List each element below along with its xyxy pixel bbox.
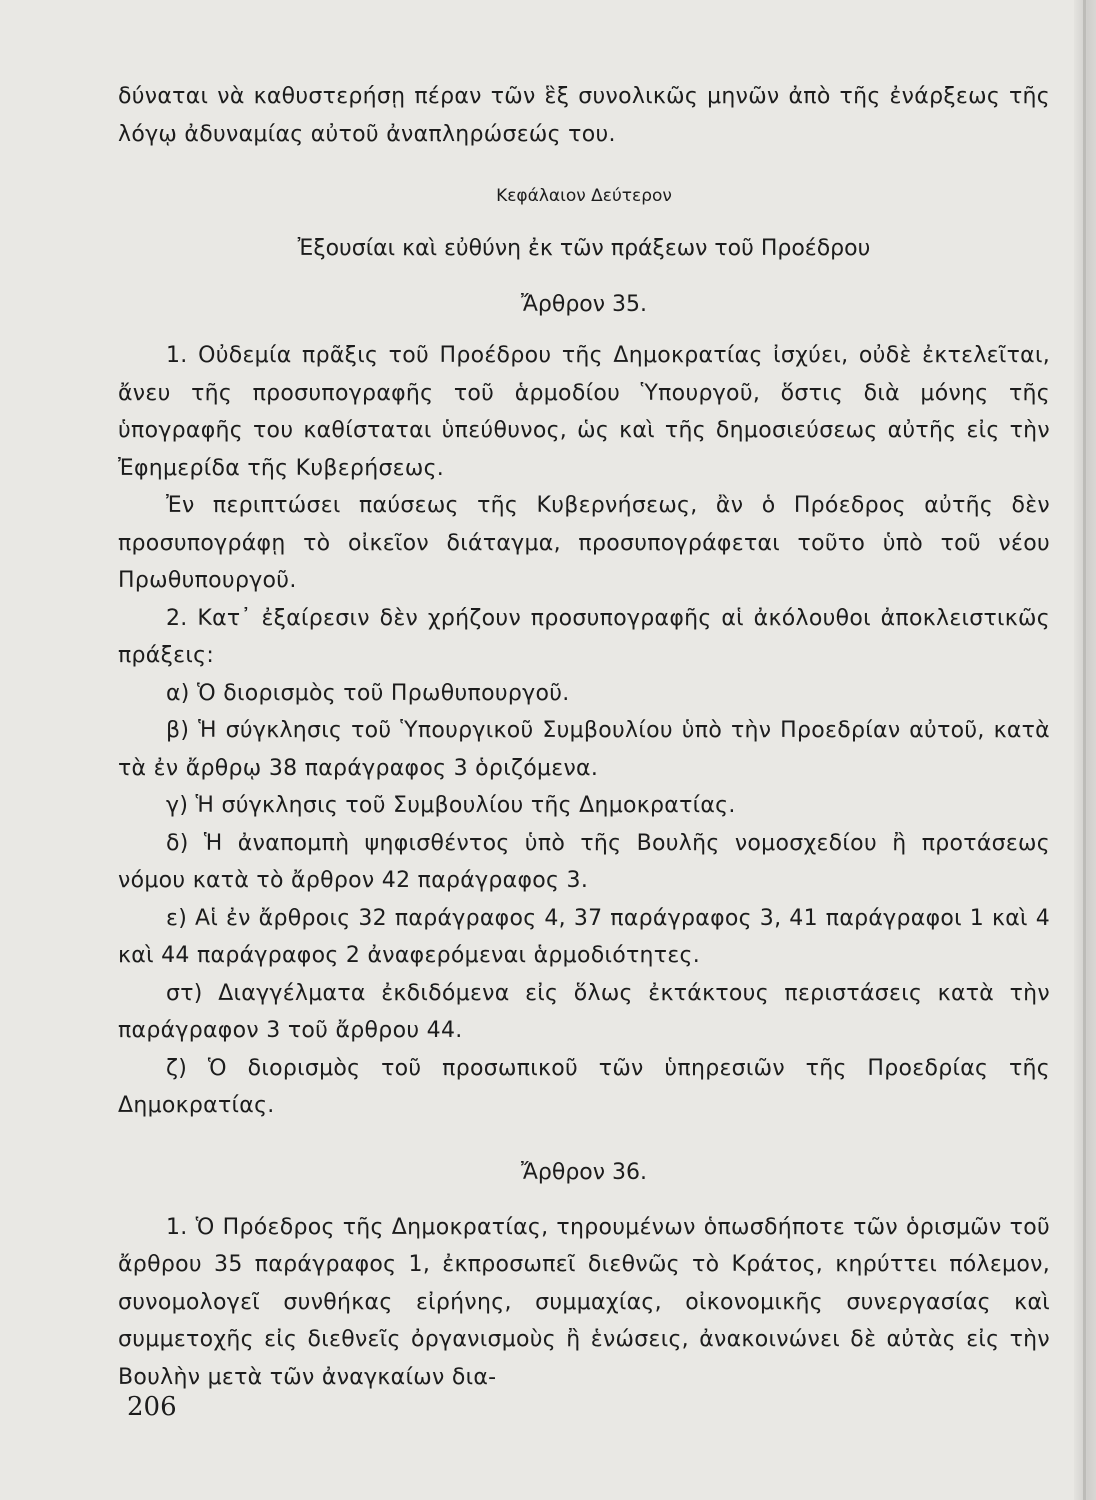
- article-36-title: Ἄρθρον 36.: [520, 1159, 648, 1185]
- section-heading: Ἐξουσίαι καὶ εὐθύνη ἐκ τῶν πράξεων τοῦ Προέδρου: [297, 236, 871, 261]
- page-body: [118, 78, 1050, 1396]
- list-item-beta: β) Ἡ σύγκλησις τοῦ Ὑπουργικοῦ Συμβουλίου ὑπὸ τὴν Προεδρίαν αὐτοῦ, κατὰ τὰ ἐν ἄρθρῳ 38 παράγραφος 3 ὁριζόμενα.: [118, 718, 1050, 781]
- list-item-st: στ) Διαγγέλματα ἐκδιδόμενα εἰς ὅλως ἐκτάκτους περιστάσεις κατὰ τὴν παράγραφον 3 τοῦ ἄρθρου 44.: [118, 980, 1050, 1043]
- article-35-paragraph-3: 2. Κατ᾿ ἐξαίρεσιν δὲν χρήζουν προσυπογραφῆς αἱ ἀκόλουθοι ἀποκλειστικῶς πράξεις:: [118, 605, 1050, 668]
- page-edge-line: [1083, 0, 1086, 1500]
- list-item-epsilon: ε) Αἱ ἐν ἄρθροις 32 παράγραφος 4, 37 παράγραφος 3, 41 παράγραφοι 1 καὶ 4 καὶ 44 παράγραφος 2 ἀναφερόμεναι ἁρμοδιότητες.: [118, 905, 1050, 968]
- article-35-paragraph-2: Ἐν περιπτώσει παύσεως τῆς Κυβερνήσεως, ἂν ὁ Πρόεδρος αὐτῆς δὲν προσυπογράφῃ τὸ οἰκεῖον διάταγμα, προσυπογράφεται τοῦτο ὑπὸ τοῦ νέου Πρωθυπουργοῦ.: [118, 493, 1050, 593]
- chapter-title: Κεφάλαιον Δεύτερον: [496, 186, 672, 206]
- continuation-paragraph: δύναται νὰ καθυστερήσῃ πέραν τῶν ἓξ συνολικῶς μηνῶν ἀπὸ τῆς ἐνάρξεως τῆς λόγῳ ἀδυναμίας αὐτοῦ ἀναπληρώσεώς του.: [118, 84, 1050, 147]
- list-item-alpha: α) Ὁ διορισμὸς τοῦ Πρωθυπουργοῦ.: [166, 680, 570, 706]
- list-item-delta: δ) Ἡ ἀναπομπὴ ψηφισθέντος ὑπὸ τῆς Βουλῆς νομοσχεδίου ἢ προτάσεως νόμου κατὰ τὸ ἄρθρον 42 παράγραφος 3.: [118, 830, 1050, 893]
- page-number: 206: [127, 1392, 177, 1422]
- article-35-paragraph-1: 1. Οὐδεμία πρᾶξις τοῦ Προέδρου τῆς Δημοκρατίας ἰσχύει, οὐδὲ ἐκτελεῖται, ἄνευ τῆς προσυπογραφῆς τοῦ ἁρμοδίου Ὑπουργοῦ, ὅστις διὰ μόνης τῆς ὑπογραφῆς του καθίσταται ὑπεύθυνος, ὡς καὶ τῆς δημοσιεύσεως αὐτῆς εἰς τὴν Ἐφημερίδα τῆς Κυβερήσεως.: [118, 343, 1050, 481]
- list-item-zeta: ζ) Ὁ διορισμὸς τοῦ προσωπικοῦ τῶν ὑπηρεσιῶν τῆς Προεδρίας τῆς Δημοκρατίας.: [118, 1055, 1050, 1118]
- article-36-paragraph-1: 1. Ὁ Πρόεδρος τῆς Δημοκρατίας, τηρουμένων ὁπωσδήποτε τῶν ὁρισμῶν τοῦ ἄρθρου 35 παράγραφος 1, ἐκπροσωπεῖ διεθνῶς τὸ Κράτος, κηρύττει πόλεμον, συνομολογεῖ συνθήκας εἰρήνης, συμμαχίας, οἰκονομικῆς συνεργασίας καὶ συμμετοχῆς εἰς διεθνεῖς ὀργανισμοὺς ἢ ἑνώσεις, ἀνακοινώνει δὲ αὐτὰς εἰς τὴν Βουλὴν μετὰ τῶν ἀναγκαίων δια-: [118, 1214, 1050, 1390]
- article-35-title: Ἄρθρον 35.: [520, 292, 648, 317]
- list-item-gamma: γ) Ἡ σύγκλησις τοῦ Συμβουλίου τῆς Δημοκρατίας.: [166, 793, 736, 818]
